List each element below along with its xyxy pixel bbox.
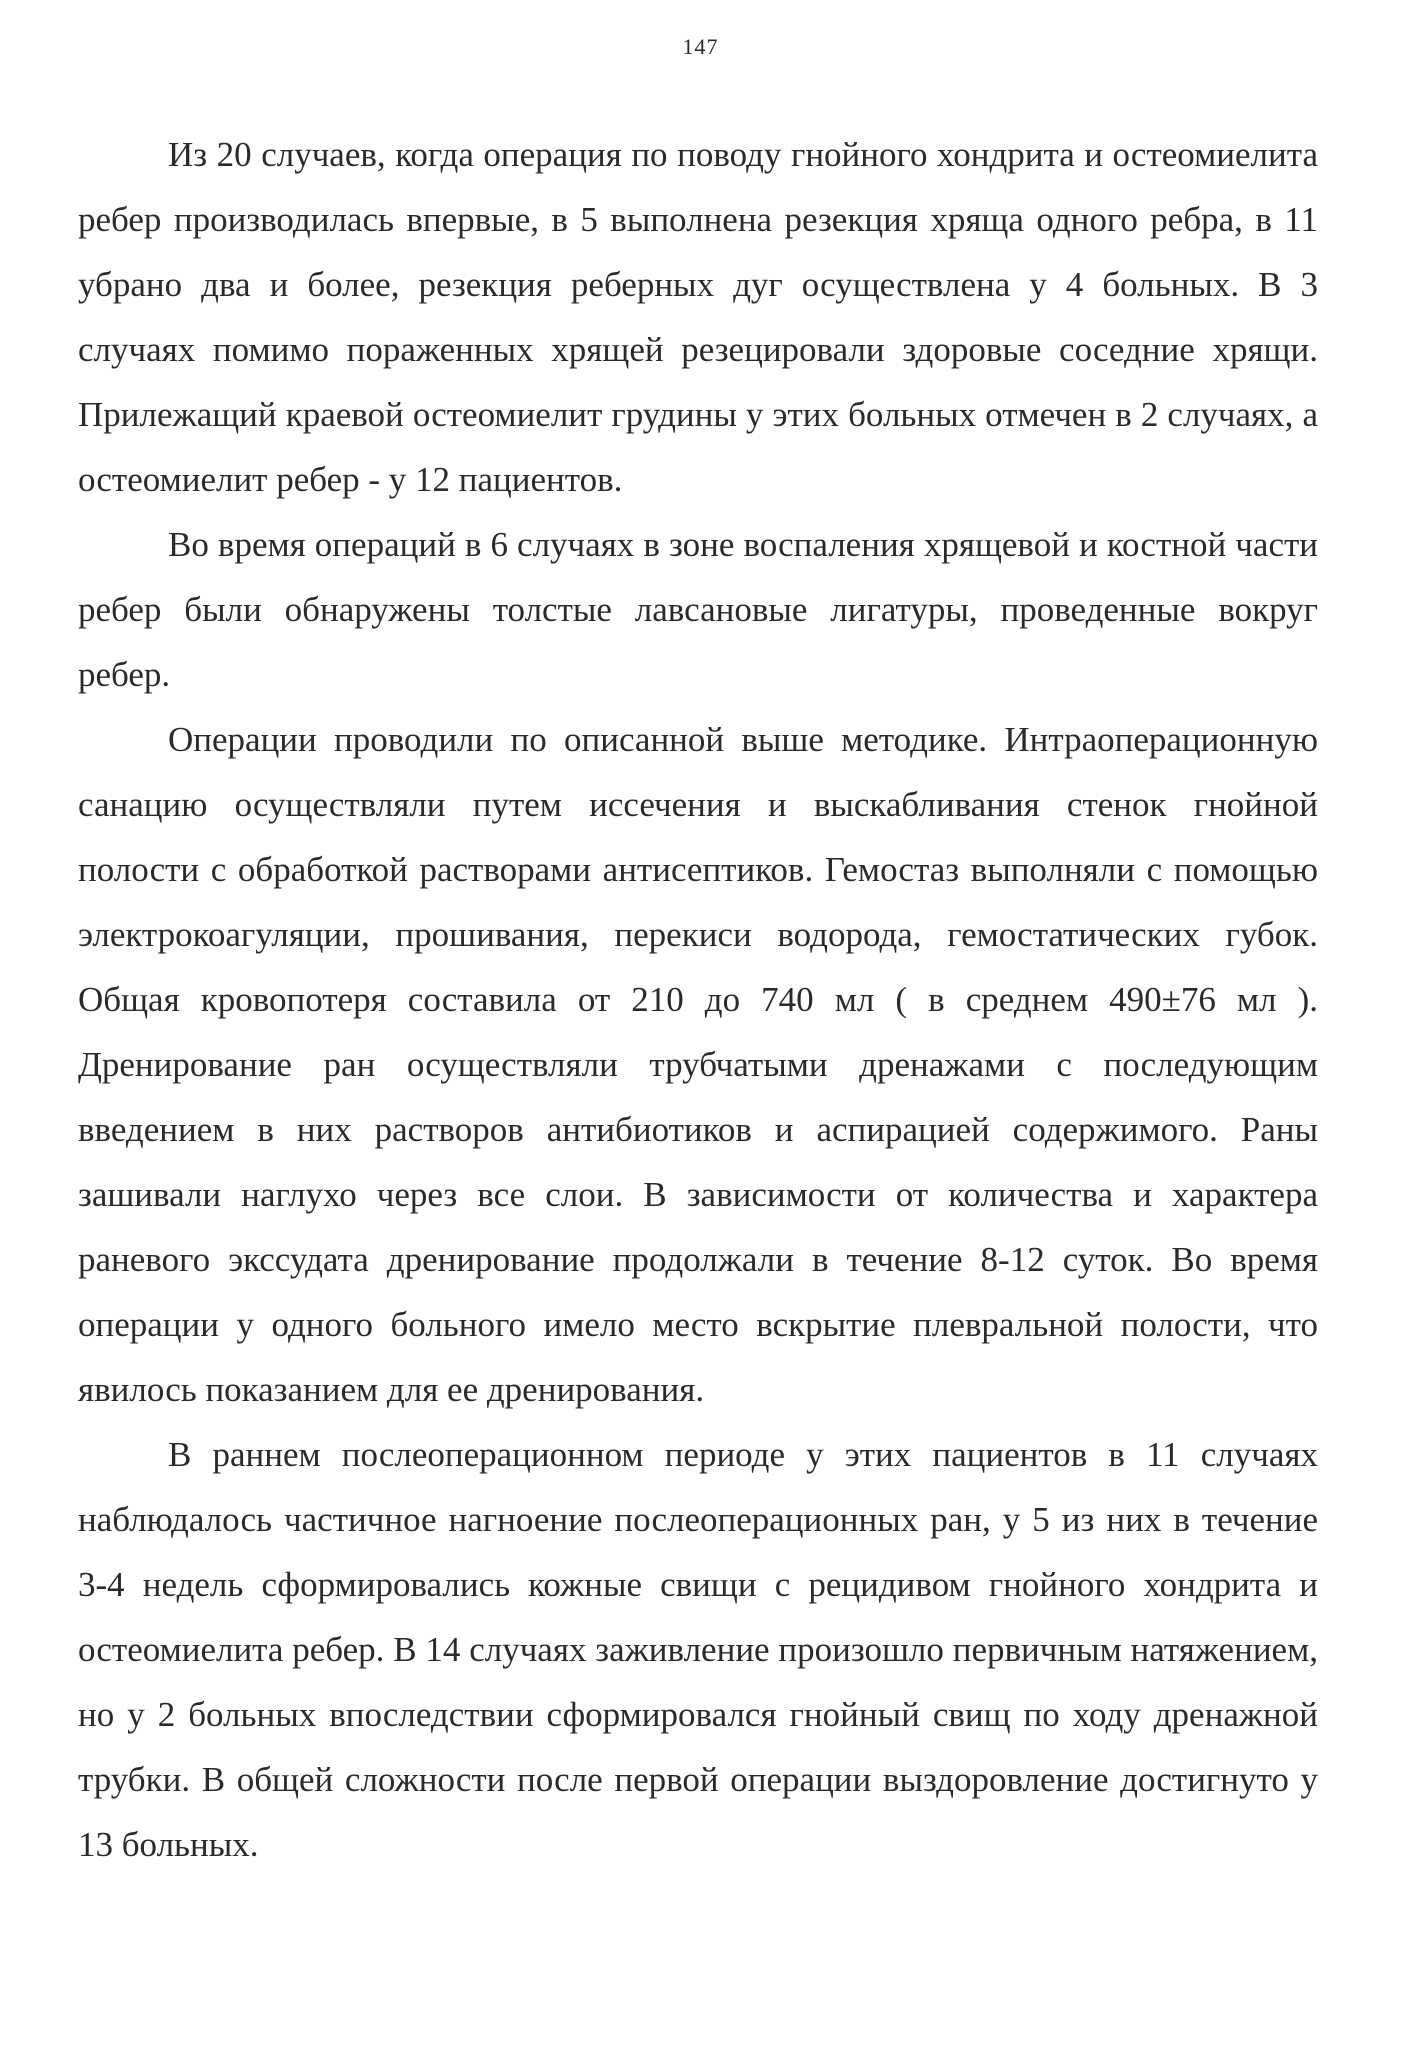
- document-body: [78, 122, 1318, 1877]
- page-number: 147: [682, 34, 719, 59]
- paragraph-3: Операции проводили по описанной выше методике. Интраоперационную санацию осуществляли путем иссечения и выскабливания стенок гнойной полости с обработкой растворами антисептиков. Гемостаз выполняли с помощью электрокоагуляции, прошивания, перекиси водорода, гемостатических губок. Общая кровопотеря составила от 210 до 740 мл ( в среднем 490±76 мл ). Дренирование ран осуществляли трубчатыми дренажами с последующим введением в них растворов антибиотиков и аспирацией содержимого. Раны зашивали наглухо через все слои. В зависимости от количества и характера раневого экссудата дренирование продолжали в течение 8-12 суток. Во время операции у одного больного имело место вскрытие плевральной полости, что явилось показанием для ее дренирования.: [78, 720, 1318, 1409]
- paragraph-1: Из 20 случаев, когда операция по поводу гнойного хондрита и остеомиелита ребер производилась впервые, в 5 выполнена резекция хряща одного ребра, в 11 убрано два и более, резекция реберных дуг осуществлена у 4 больных. В 3 случаях помимо пораженных хрящей резецировали здоровые соседние хрящи. Прилежащий краевой остеомиелит грудины у этих больных отмечен в 2 случаях, а остеомиелит ребер - у 12 пациентов.: [78, 135, 1318, 499]
- paragraph-2: Во время операций в 6 случаях в зоне воспаления хрящевой и костной части ребер были обнаружены толстые лавсановые лигатуры, проведенные вокруг ребер.: [78, 525, 1318, 694]
- paragraph-4: В раннем послеоперационном периоде у этих пациентов в 11 случаях наблюдалось частичное нагноение послеоперационных ран, у 5 из них в течение 3-4 недель сформировались кожные свищи с рецидивом гнойного хондрита и остеомиелита ребер. В 14 случаях заживление произошло первичным натяжением, но у 2 больных впоследствии сформировался гнойный свищ по ходу дренажной трубки. В общей сложности после первой операции выздоровление достигнуто у 13 больных.: [78, 1435, 1318, 1864]
